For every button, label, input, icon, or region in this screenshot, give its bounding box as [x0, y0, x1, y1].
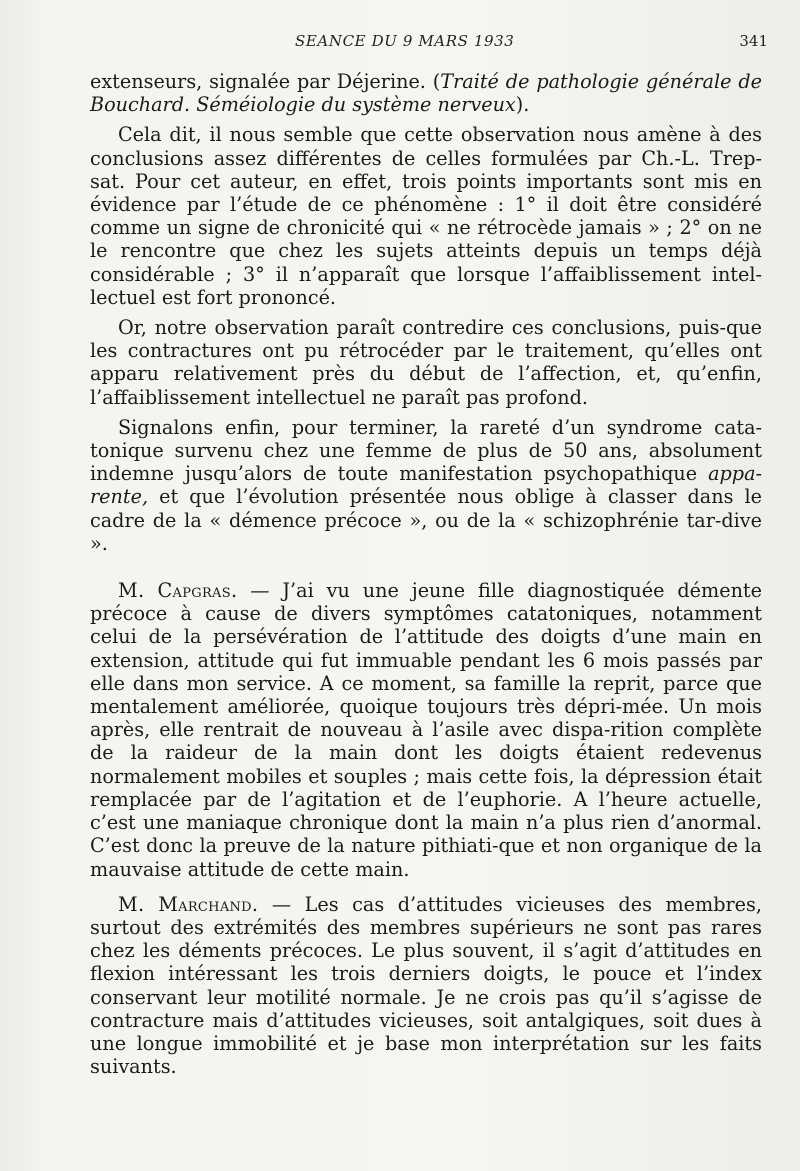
- paragraph-capgras: [90, 579, 762, 881]
- paragraph: Or, notre observation paraît contredire ces conclusions, puis-que les contractures ont pu rétrocéder par le traitement, qu’elles ont apparu relativement près du début de l’affection, et, qu’enfin, l’affaiblissement intellectuel ne paraît pas profond.: [90, 316, 762, 409]
- paragraph-marchand: [90, 893, 762, 1079]
- citation-italic: Traité de pathologie générale de Bouchard. Séméiologie du système nerveux: [90, 70, 762, 117]
- paragraph-text: — J’ai vu une jeune fille diagnostiquée démente précoce à cause de divers symptômes catatoniques, notamment celui de la persévération de l’attitude des doigts d’une main en extension, attitude qui fut immuable pendant les 6 mois passés par elle dans mon service. A ce moment, sa famille la reprit, parce que mentalement améliorée, quoique toujours très dépri-mée. Un mois après, elle rentrait de nouveau à l’asile avec dispa-rition complète de la raideur de la main dont les doigts étaient redevenus normalement mobiles et souples ; mais cette fois, la dépression était remplacée par de l’agitation et de l’euphorie. A l’heure actuelle, c’est une maniaque chronique dont la main n’a plus rien d’anormal. C’est donc la preuve de la nature pithiati-que et non organique de la mauvaise attitude de cette main.: [90, 579, 762, 881]
- paragraph-text: ).: [515, 93, 530, 117]
- paragraph-text: Signalons enfin, pour terminer, la rareté d’un syndrome cata-tonique survenu chez une femme de plus de 50 ans, absolument indemne jusqu’alors de toute manifestation psychopathique: [90, 415, 762, 486]
- page-header: [0, 32, 800, 54]
- running-head: SEANCE DU 9 MARS 1933: [295, 32, 515, 50]
- paragraph-continuation: [90, 70, 762, 116]
- speaker-name: M. Capgras.: [118, 579, 238, 603]
- paragraph: [90, 416, 762, 555]
- paragraph-text: et que l’évolution présentée nous oblige à classer dans le cadre de la « démence précoce », ou de la « schizophrénie tar-dive ».: [90, 485, 762, 555]
- page-number: 341: [739, 32, 768, 50]
- speaker-name: M. Marchand.: [118, 892, 259, 916]
- emphasis-italic: appa-rente,: [90, 462, 762, 509]
- paragraph: Cela dit, il nous semble que cette observation nous amène à des conclusions assez différentes de celles formulées par Ch.-L. Trep-sat. Pour cet auteur, en effet, trois points importants sont mis en évidence par l’étude de ce phénomène : 1° il doit être considéré comme un signe de chronicité qui « ne rétrocède jamais » ; 2° on ne le rencontre que chez les sujets atteints depuis un temps déjà considérable ; 3° il n’apparaît que lorsque l’affaiblissement intel-lectuel est fort prononcé.: [90, 123, 762, 309]
- body-text: [90, 70, 762, 1078]
- paragraph-text: — Les cas d’attitudes vicieuses des membres, surtout des extrémités des membres supérieurs ne sont pas rares chez les déments précoces. Le plus souvent, il s’agit d’attitudes en flexion intéressant les trois derniers doigts, le pouce et l’index conservant leur motilité normale. Je ne crois pas qu’il s’agisse de contracture mais d’attitudes vicieuses, soit antalgiques, soit dues à une longue immobilité et je base mon interprétation sur les faits suivants.: [90, 892, 762, 1079]
- paragraph-text: extenseurs, signalée par Déjerine. (: [90, 70, 441, 93]
